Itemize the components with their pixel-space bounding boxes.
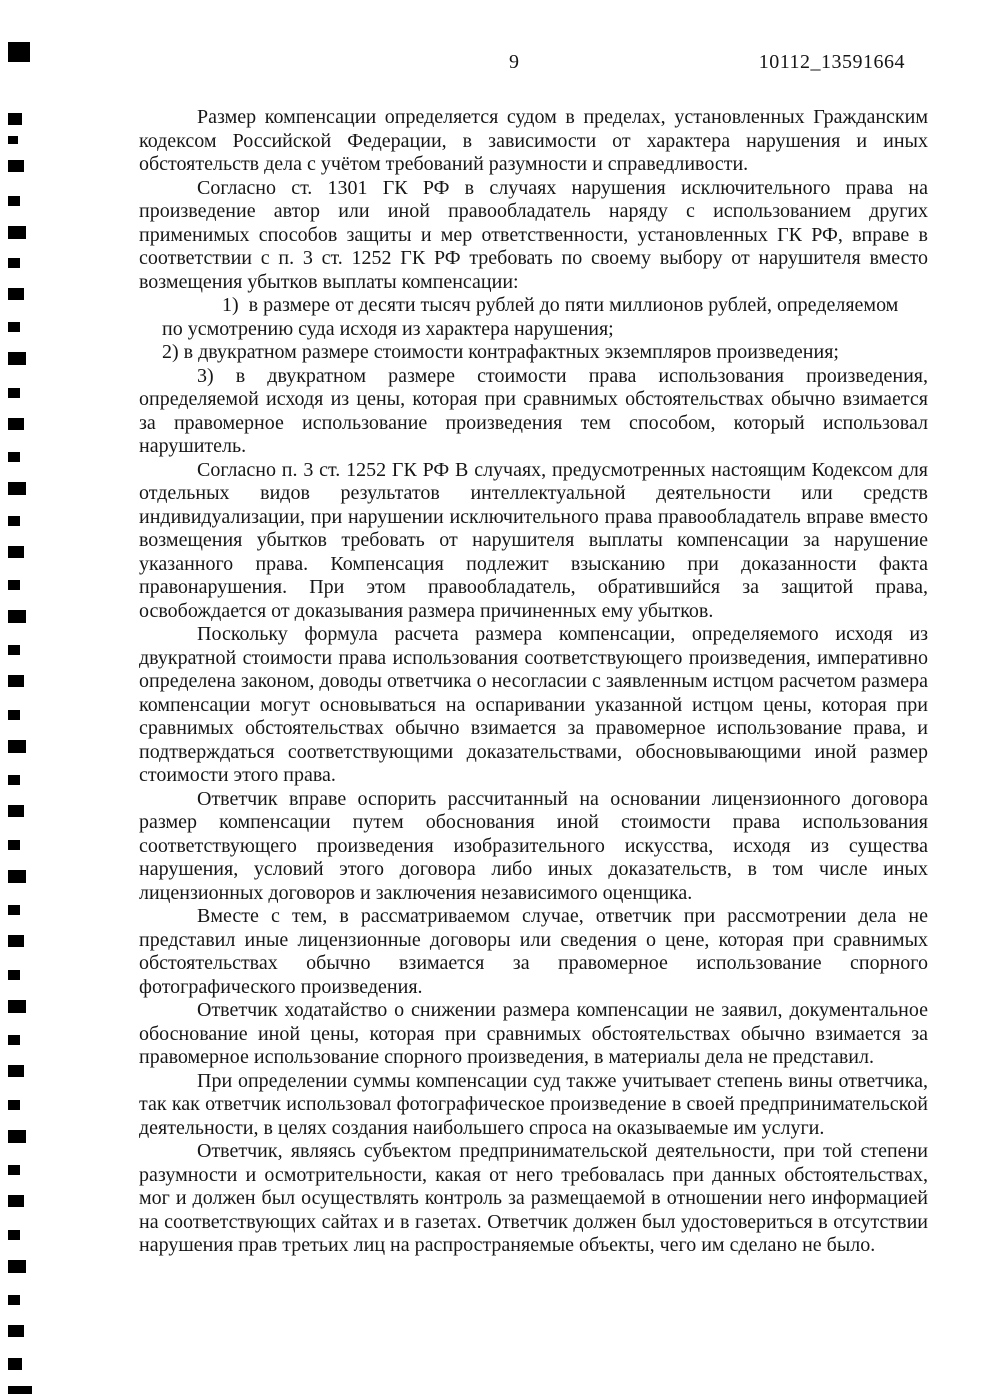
- scan-artifact-mark: [8, 113, 22, 125]
- scan-artifact-mark: [8, 1386, 32, 1394]
- scan-artifact-mark: [8, 610, 26, 623]
- scan-artifact-mark: [8, 42, 30, 62]
- paragraph-11: Ответчик ходатайство о снижении размера компенсации не заявил, документальное обоснование иной цены, которая при сравнимых обстоятельствах обычно взимается за правомерное использование спорного произведения, в материалы дела не представил.: [139, 999, 928, 1068]
- scan-artifact-mark: [8, 226, 26, 239]
- scan-artifact-mark: [8, 1065, 24, 1077]
- scan-artifact-mark: [8, 388, 20, 398]
- paragraph-4: по усмотрению суда исходя из характера нарушения;: [162, 317, 614, 340]
- scan-artifact-mark: [8, 740, 26, 753]
- scan-artifact-mark: [8, 1358, 22, 1370]
- scan-artifact-mark: [8, 970, 20, 980]
- page-number: 9: [509, 51, 519, 73]
- scan-artifact-mark: [8, 710, 20, 720]
- paragraph-10: Вместе с тем, в рассматриваемом случае, ответчик при рассмотрении дела не представил иные лицензионные договоры или сведения о цене, которая при сравнимых обстоятельствах обычно взимается за правомерное использование спорного фотографического произведения.: [139, 905, 928, 998]
- scan-artifact-mark: [8, 288, 24, 300]
- paragraph-3: 1) в размере от десяти тысяч рублей до пяти миллионов рублей, определяемом: [222, 294, 899, 316]
- scan-artifact-mark: [8, 418, 24, 430]
- scan-artifact-mark: [8, 1100, 20, 1110]
- scan-artifact-mark: [8, 452, 20, 462]
- scan-artifact-mark: [8, 1000, 26, 1013]
- document-body: [139, 106, 928, 1258]
- scan-artifact-mark: [8, 1295, 20, 1305]
- paragraph-1: Размер компенсации определяется судом в пределах, установленных Гражданским кодексом Российской Федерации, в зависимости от характера нарушения и иных обстоятельств дела с учётом требований разумности и справедливости.: [139, 106, 928, 175]
- paragraph-2: Согласно ст. 1301 ГК РФ в случаях нарушения исключительного права на произведение автор или иной правообладатель наряду с использованием других применимых способов защиты и мер ответственности, установленных ГК РФ, вправе в соответствии с п. 3 ст. 1252 ГК РФ требовать по своему выбору от нарушителя вместо возмещения убытков выплаты компенсации:: [139, 176, 928, 293]
- scan-artifact-mark: [8, 840, 20, 850]
- paragraph-9: Ответчик вправе оспорить рассчитанный на основании лицензионного договора размер компенсации путем обоснования иной стоимости права использования соответствующего произведения изобразительного искусства, исходя из существа нарушения, условий этого договора либо иных доказательств, в том числе иных лицензионных договоров и заключения независимого оценщика.: [139, 787, 928, 904]
- scan-artifact-mark: [8, 196, 20, 206]
- scan-artifact-mark: [8, 775, 20, 785]
- paragraph-13: Ответчик, являясь субъектом предпринимательской деятельности, при той степени разумности и осмотрительности, какая от него требовалась при данных обстоятельствах, мог и должен был осуществлять контроль за размещаемой в отношении него информацией на соответствующих сайтах и в газетах. Ответчик должен был удостовериться в отсутствии нарушения прав третьих лиц на распространяемые объекты, чего им сделано не было.: [139, 1140, 928, 1256]
- scan-artifact-mark: [8, 482, 26, 495]
- scan-artifact-mark: [8, 870, 26, 883]
- scan-artifact-mark: [8, 136, 18, 144]
- scan-artifact-mark: [8, 546, 24, 558]
- paragraph-7: Согласно п. 3 ст. 1252 ГК РФ В случаях, предусмотренных настоящим Кодексом для отдельных видов результатов интеллектуальной деятельности или средств индивидуализации, при нарушении исключительного права правообладатель вправе вместо возмещения убытков требовать от нарушителя выплаты компенсации за нарушение указанного права. Компенсация подлежит взысканию при доказанности факта правонарушения. При этом правообладатель, обратившийся за защитой права, освобождается от доказывания размера причиненных ему убытков.: [139, 458, 928, 622]
- scan-artifact-mark: [8, 675, 24, 687]
- scan-artifact-mark: [8, 322, 20, 332]
- scan-artifact-mark: [8, 1325, 24, 1337]
- scan-artifact-mark: [8, 580, 20, 590]
- scan-artifact-mark: [8, 1165, 20, 1175]
- scan-artifact-mark: [8, 1260, 26, 1273]
- paragraph-5: 2) в двукратном размере стоимости контрафактных экземпляров произведения;: [162, 341, 839, 363]
- scan-artifact-mark: [8, 1230, 20, 1240]
- scan-artifact-mark: [8, 160, 24, 172]
- scan-artifact-mark: [8, 645, 20, 655]
- document-id: 10112_13591664: [758, 51, 905, 73]
- scan-artifact-mark: [8, 1130, 26, 1143]
- scan-artifact-mark: [8, 1035, 20, 1045]
- scan-artifact-mark: [8, 352, 26, 365]
- scan-artifact-mark: [8, 905, 20, 915]
- scan-artifact-mark: [8, 935, 24, 947]
- paragraph-12: При определении суммы компенсации суд также учитывает степень вины ответчика, так как ответчик использовал фотографическое произведение в своей предпринимательской деятельности, в целях создания наибольшего спроса на оказываемые им услуги.: [139, 1069, 928, 1139]
- scan-artifact-mark: [8, 516, 20, 526]
- paragraph-8: Поскольку формула расчета размера компенсации, определяемого исходя из двукратной стоимости права использования соответствующего произведения, императивно определена законом, доводы ответчика о несогласии с заявленным истцом расчетом размера компенсации могут основываться на оспаривании указанной истцом цены, которая при сравнимых обстоятельствах обычно взимается за правомерное использование права, и подтверждаться соответствующими доказательствами, обосновывающими иной размер стоимости этого права.: [139, 623, 928, 786]
- scan-artifact-mark: [8, 1195, 24, 1207]
- scan-artifact-mark: [8, 805, 24, 817]
- paragraph-6: 3) в двукратном размере стоимости права использования произведения, определяемой исходя из цены, которая при сравнимых обстоятельствах обычно взимается за правомерное использование произведения тем способом, который использовал нарушитель.: [139, 364, 928, 457]
- scan-artifact-mark: [8, 258, 20, 268]
